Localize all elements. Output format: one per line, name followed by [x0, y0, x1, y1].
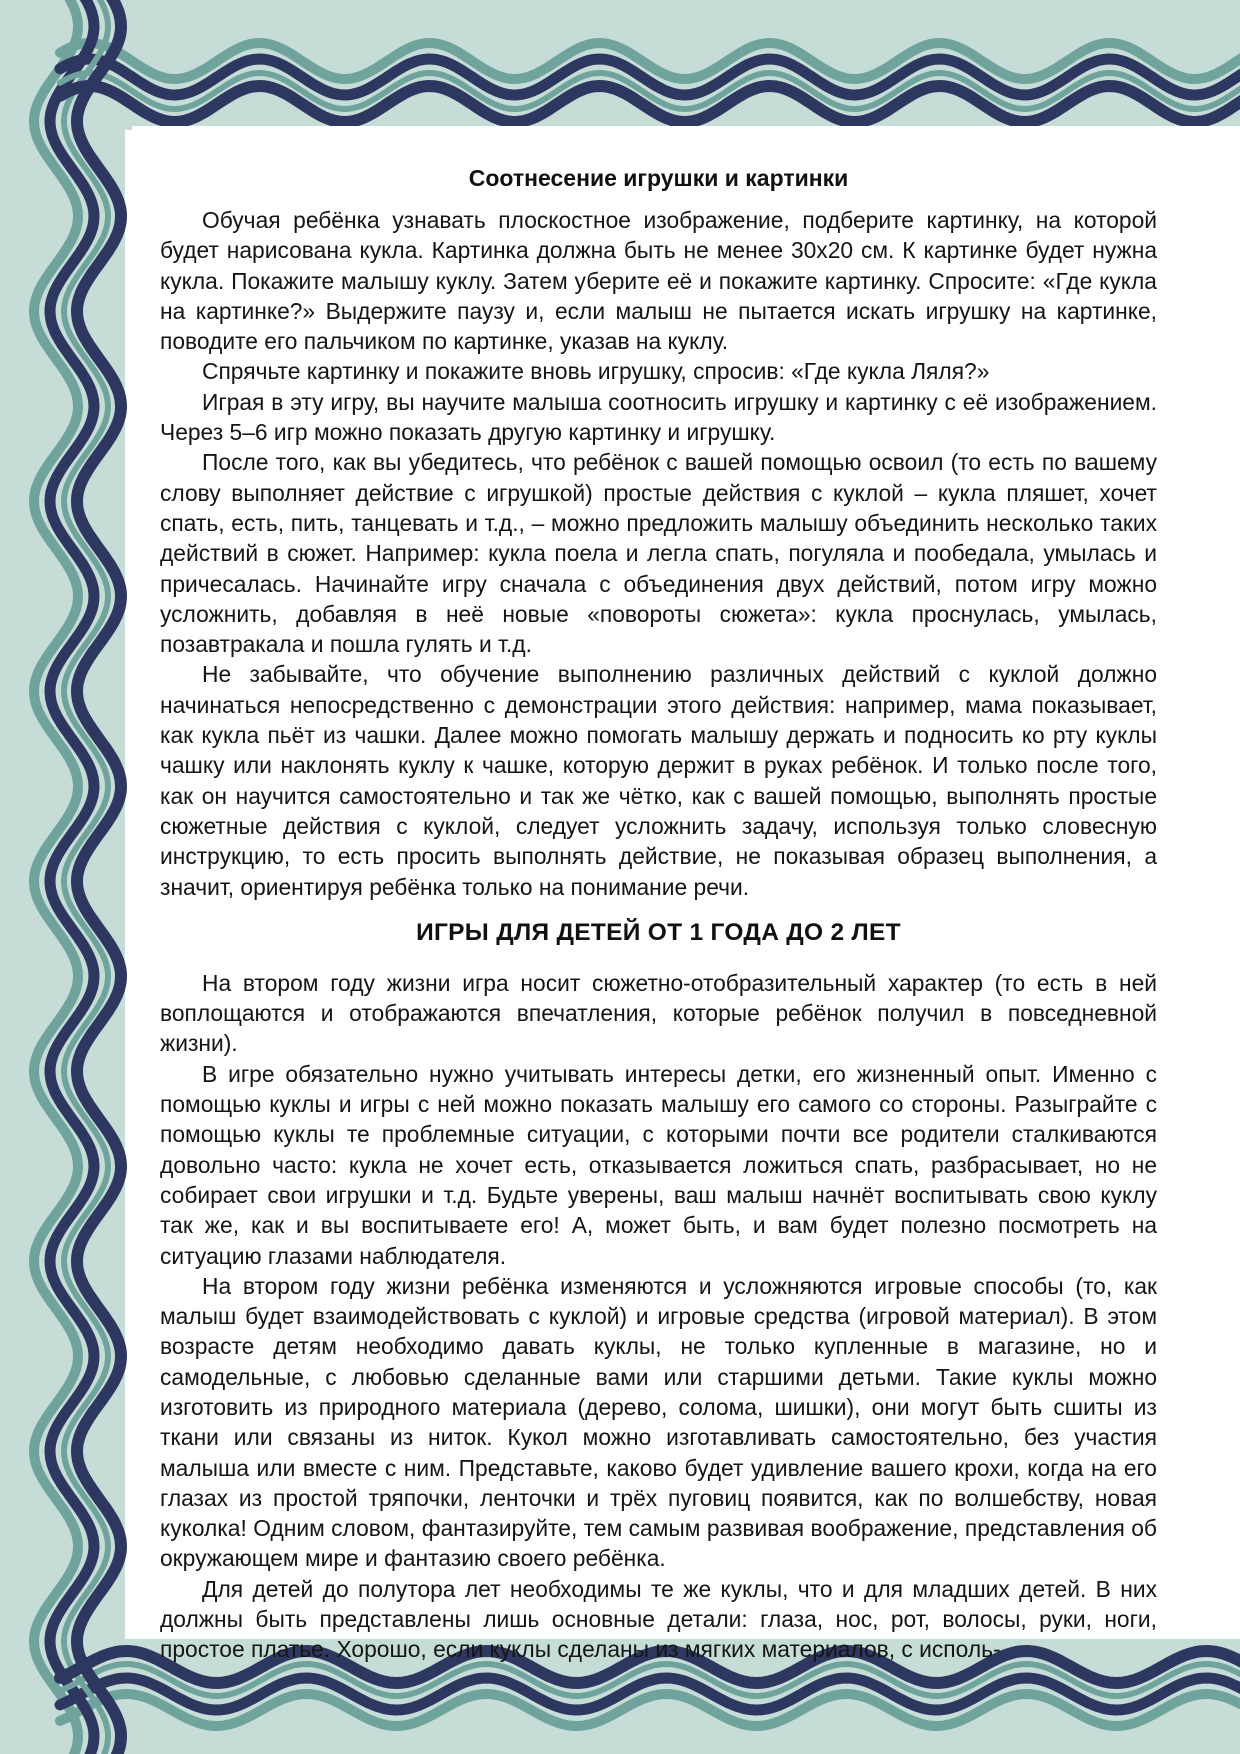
- paragraph: В игре обязательно нужно учитывать интересы детки, его жизненный опыт. Именно с помощью куклы и игры с ней можно показать малышу его самого со стороны. Разыграйте с помощью куклы те проблемные ситуации, с которыми почти все родители сталкиваются довольно часто: кукла не хочет есть, отказывается ложиться спать, разбрасывает, но не собирает свои игрушки и т.д. Будьте уверены, ваш малыш начнёт воспитывать свою куклу так же, как и вы воспитываете его! А, может быть, и вам будет полезно посмотреть на ситуацию глазами наблюдателя.: [160, 1060, 1157, 1269]
- paragraph: Обучая ребёнка узнавать плоскостное изображение, подберите картинку, на которой будет нарисована кукла. Картинка должна быть не менее 30х20 см. К картинке будет нужна кукла. Покажите малышу куклу. Затем уберите её и покажите картинку. Спросите: «Где кукла на картинке?» Выдержите паузу и, если малыш не пытается искать игрушку на картинке, поводите его пальчиком по картинке, указав на куклу.: [160, 207, 1157, 355]
- paragraph: На втором году жизни ребёнка изменяются и усложняются игровые способы (то, как малыш будет взаимодействовать с куклой) и игровые средства (игровой материал). В этом возрасте детям необходимо давать куклы, не только купленные в магазине, но и самодельные, с любовью сделанные вами или старшими детьми. Такие куклы можно изготовить из природного материала (дерево, солома, шишки), они могут быть сшиты из ткани или связаны из ниток. Кукол можно изготавливать самостоятельно, без участия малыша или вместе с ним. Представьте, каково будет удивление вашего крохи, когда на его глазах из простой тряпочки, ленточки и трёх пуговиц появится, как по волшебству, новая куколка! Одним словом, фантазируйте, тем самым развивая воображение, представления об окружающем мире и фантазию своего ребёнка.: [160, 1272, 1157, 1572]
- paragraph: Играя в эту игру, вы научите малыша соотносить игрушку и картинку с её изображением. Через 5–6 игр можно показать другую картинку и игрушку.: [160, 388, 1157, 446]
- paragraph: Для детей до полутора лет необходимы те же куклы, что и для младших детей. В них должны быть представлены лишь основные детали: глаза, нос, рот, волосы, руки, ноги, простое платье. Хорошо, если куклы сделаны из мягких материалов, с исполь-: [160, 1575, 1157, 1663]
- section-heading-toy-picture: Соотнесение игрушки и картинки: [468, 165, 849, 191]
- paragraph: После того, как вы убедитесь, что ребёнок с вашей помощью освоил (то есть по вашему слову выполняет действие с игрушкой) простые действия с куклой – кукла пляшет, хочет спать, есть, пить, танцевать и т.д., – можно предложить малышу объединить несколько таких действий в сюжет. Например: кукла поела и легла спать, погуляла и пообедала, умылась и причесалась. Начинайте игру сначала с объединения двух действий, потом игру можно усложнить, добавляя в неё новые «повороты сюжета»: кукла проснулась, умылась, позавтракала и пошла гулять и т.д.: [160, 449, 1157, 658]
- paragraph: Не забывайте, что обучение выполнению различных действий с куклой должно начинаться непосредственно с демонстрации этого действия: например, мама показывает, как кукла пьёт из чашки. Далее можно помогать малышу держать и подносить ко рту куклы чашку или наклонять куклу к чашке, которую держит в руках ребёнок. И только после того, как он научится самостоятельно и так же чётко, как с вашей помощью, выполнять простые сюжетные действия с куклой, следует усложнить задачу, используя только словесную инструкцию, то есть просить выполнять действие, не показывая образец выполнения, а значит, ориентируя ребёнка только на понимание речи.: [160, 661, 1157, 900]
- paragraph: Спрячьте картинку и покажите вновь игрушку, спросив: «Где кукла Ляля?»: [202, 358, 990, 385]
- section-heading-games-1-2-years: ИГРЫ ДЛЯ ДЕТЕЙ ОТ 1 ГОДА ДО 2 ЛЕТ: [416, 918, 901, 946]
- paragraph: На втором году жизни игра носит сюжетно-отобразительный характер (то есть в ней воплощаются и отображаются впечатления, которые ребёнок получил в повседневной жизни).: [160, 969, 1157, 1057]
- page-text: [160, 163, 1157, 1665]
